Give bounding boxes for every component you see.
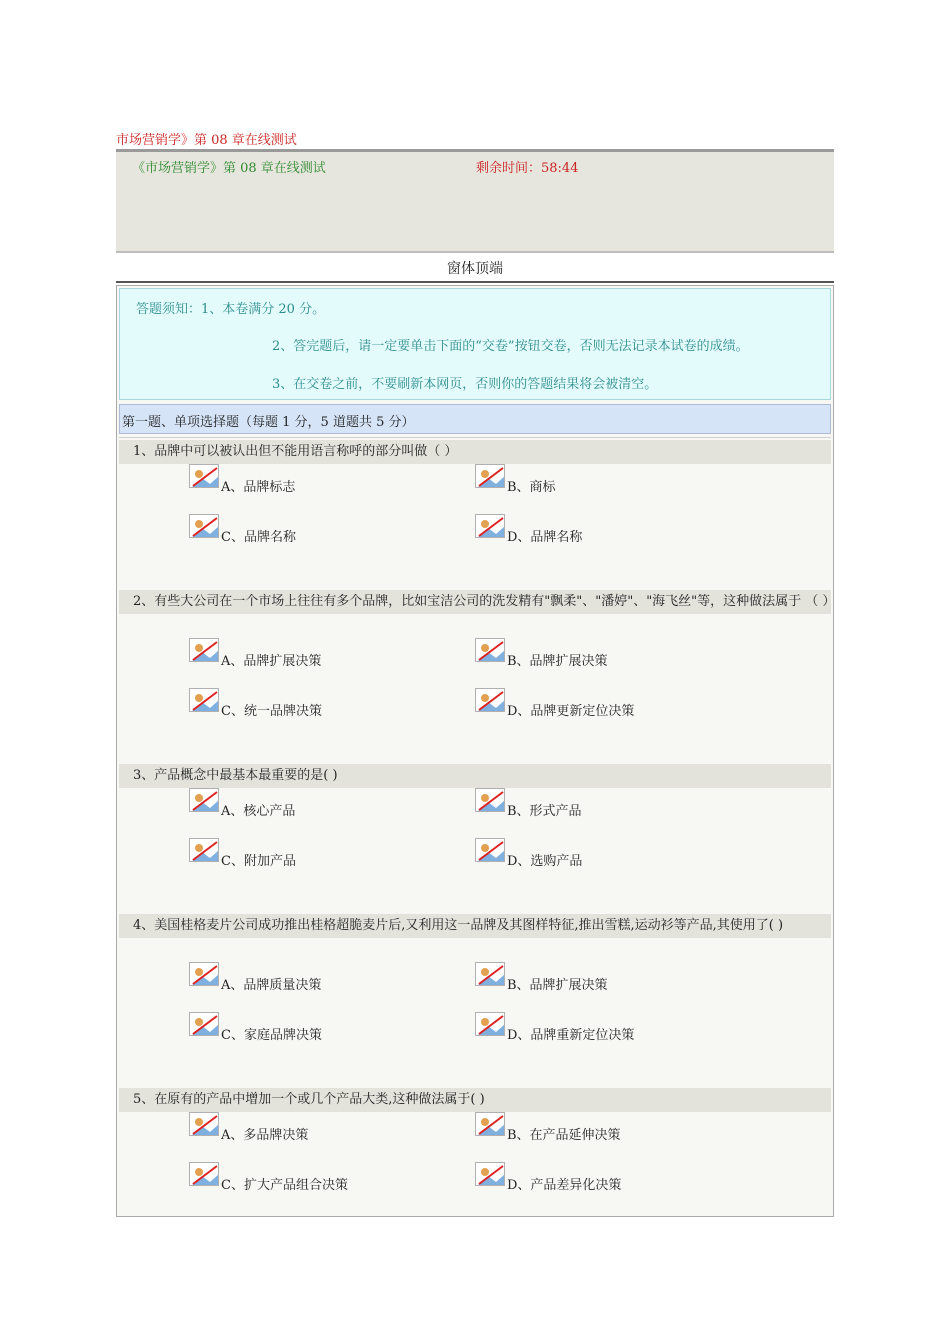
instruction-line-2: 2、答完题后，请一定要单击下面的“交卷”按钮交卷，否则无法记录本试卷的成绩。 [272,339,749,354]
option-label: C、品牌名称 [221,530,296,545]
broken-image-icon[interactable] [189,838,219,862]
option-label: D、选购产品 [507,854,583,869]
remaining-time: 剩余时间：58:44 [476,161,579,176]
broken-image-icon[interactable] [189,788,219,812]
option-label: C、家庭品牌决策 [221,1028,322,1043]
option-label: C、统一品牌决策 [221,704,322,719]
broken-image-icon[interactable] [189,1112,219,1136]
broken-image-icon[interactable] [189,514,219,538]
broken-image-icon[interactable] [475,1112,505,1136]
question-4 [119,914,831,938]
option-label: D、品牌重新定位决策 [507,1028,635,1043]
option-label: D、产品差异化决策 [507,1178,622,1193]
option-label: D、品牌更新定位决策 [507,704,635,719]
form-divider [116,281,834,283]
broken-image-icon[interactable] [189,1162,219,1186]
broken-image-icon[interactable] [189,638,219,662]
question-text: 4、美国桂格麦片公司成功推出桂格超脆麦片后,又利用这一品牌及其图样特征,推出雪糕,运动衫等产品,其使用了( ) [119,914,831,938]
question-3 [119,764,831,788]
instructions-box [119,288,831,400]
broken-image-icon[interactable] [475,1162,505,1186]
option-label: B、品牌扩展决策 [507,978,608,993]
broken-image-icon[interactable] [189,464,219,488]
question-2 [119,590,836,614]
broken-image-icon[interactable] [475,638,505,662]
broken-image-icon[interactable] [475,688,505,712]
option-label: B、商标 [507,480,556,495]
broken-image-icon[interactable] [475,962,505,986]
instruction-line-3: 3、在交卷之前，不要刷新本网页，否则你的答题结果将会被清空。 [272,377,658,392]
broken-image-icon[interactable] [189,962,219,986]
question-text: 1、品牌中可以被认出但不能用语言称呼的部分叫做（ ） [119,440,831,464]
broken-image-icon[interactable] [189,688,219,712]
option-label: A、品牌质量决策 [221,978,322,993]
broken-image-icon[interactable] [475,1012,505,1036]
top-title-link[interactable]: 市场营销学》第 08 章在线测试 [116,133,297,148]
form-top-marker: 窗体顶端 [447,261,503,277]
option-label: D、品牌名称 [507,530,583,545]
broken-image-icon[interactable] [475,838,505,862]
option-label: A、多品牌决策 [221,1128,309,1143]
question-text: 2、有些大公司在一个市场上往往有多个品牌，比如宝洁公司的洗发精有"飘柔"、"潘婷"、"海飞丝"等，这种做法属于 （ ） [119,590,831,614]
question-1 [119,440,831,464]
section-divider [119,437,831,438]
question-text: 5、在原有的产品中增加一个或几个产品大类,这种做法属于( ) [119,1088,831,1112]
option-label: A、品牌标志 [221,480,296,495]
option-label: B、品牌扩展决策 [507,654,608,669]
instruction-line-1: 答题须知：1、本卷满分 20 分。 [136,302,326,317]
exam-form [116,285,834,1217]
exam-title: 《市场营销学》第 08 章在线测试 [132,161,326,176]
option-label: B、形式产品 [507,804,582,819]
option-label: A、品牌扩展决策 [221,654,322,669]
option-label: C、附加产品 [221,854,296,869]
broken-image-icon[interactable] [475,464,505,488]
broken-image-icon[interactable] [189,1012,219,1036]
option-label: C、扩大产品组合决策 [221,1178,348,1193]
option-label: B、在产品延伸决策 [507,1128,621,1143]
broken-image-icon[interactable] [475,788,505,812]
question-text: 3、产品概念中最基本最重要的是( ) [119,764,831,788]
exam-header-panel [116,149,834,253]
question-5 [119,1088,831,1112]
broken-image-icon[interactable] [475,514,505,538]
option-label: A、核心产品 [221,804,296,819]
section-heading: 第一题、单项选择题（每题 1 分，5 道题共 5 分） [119,404,831,434]
